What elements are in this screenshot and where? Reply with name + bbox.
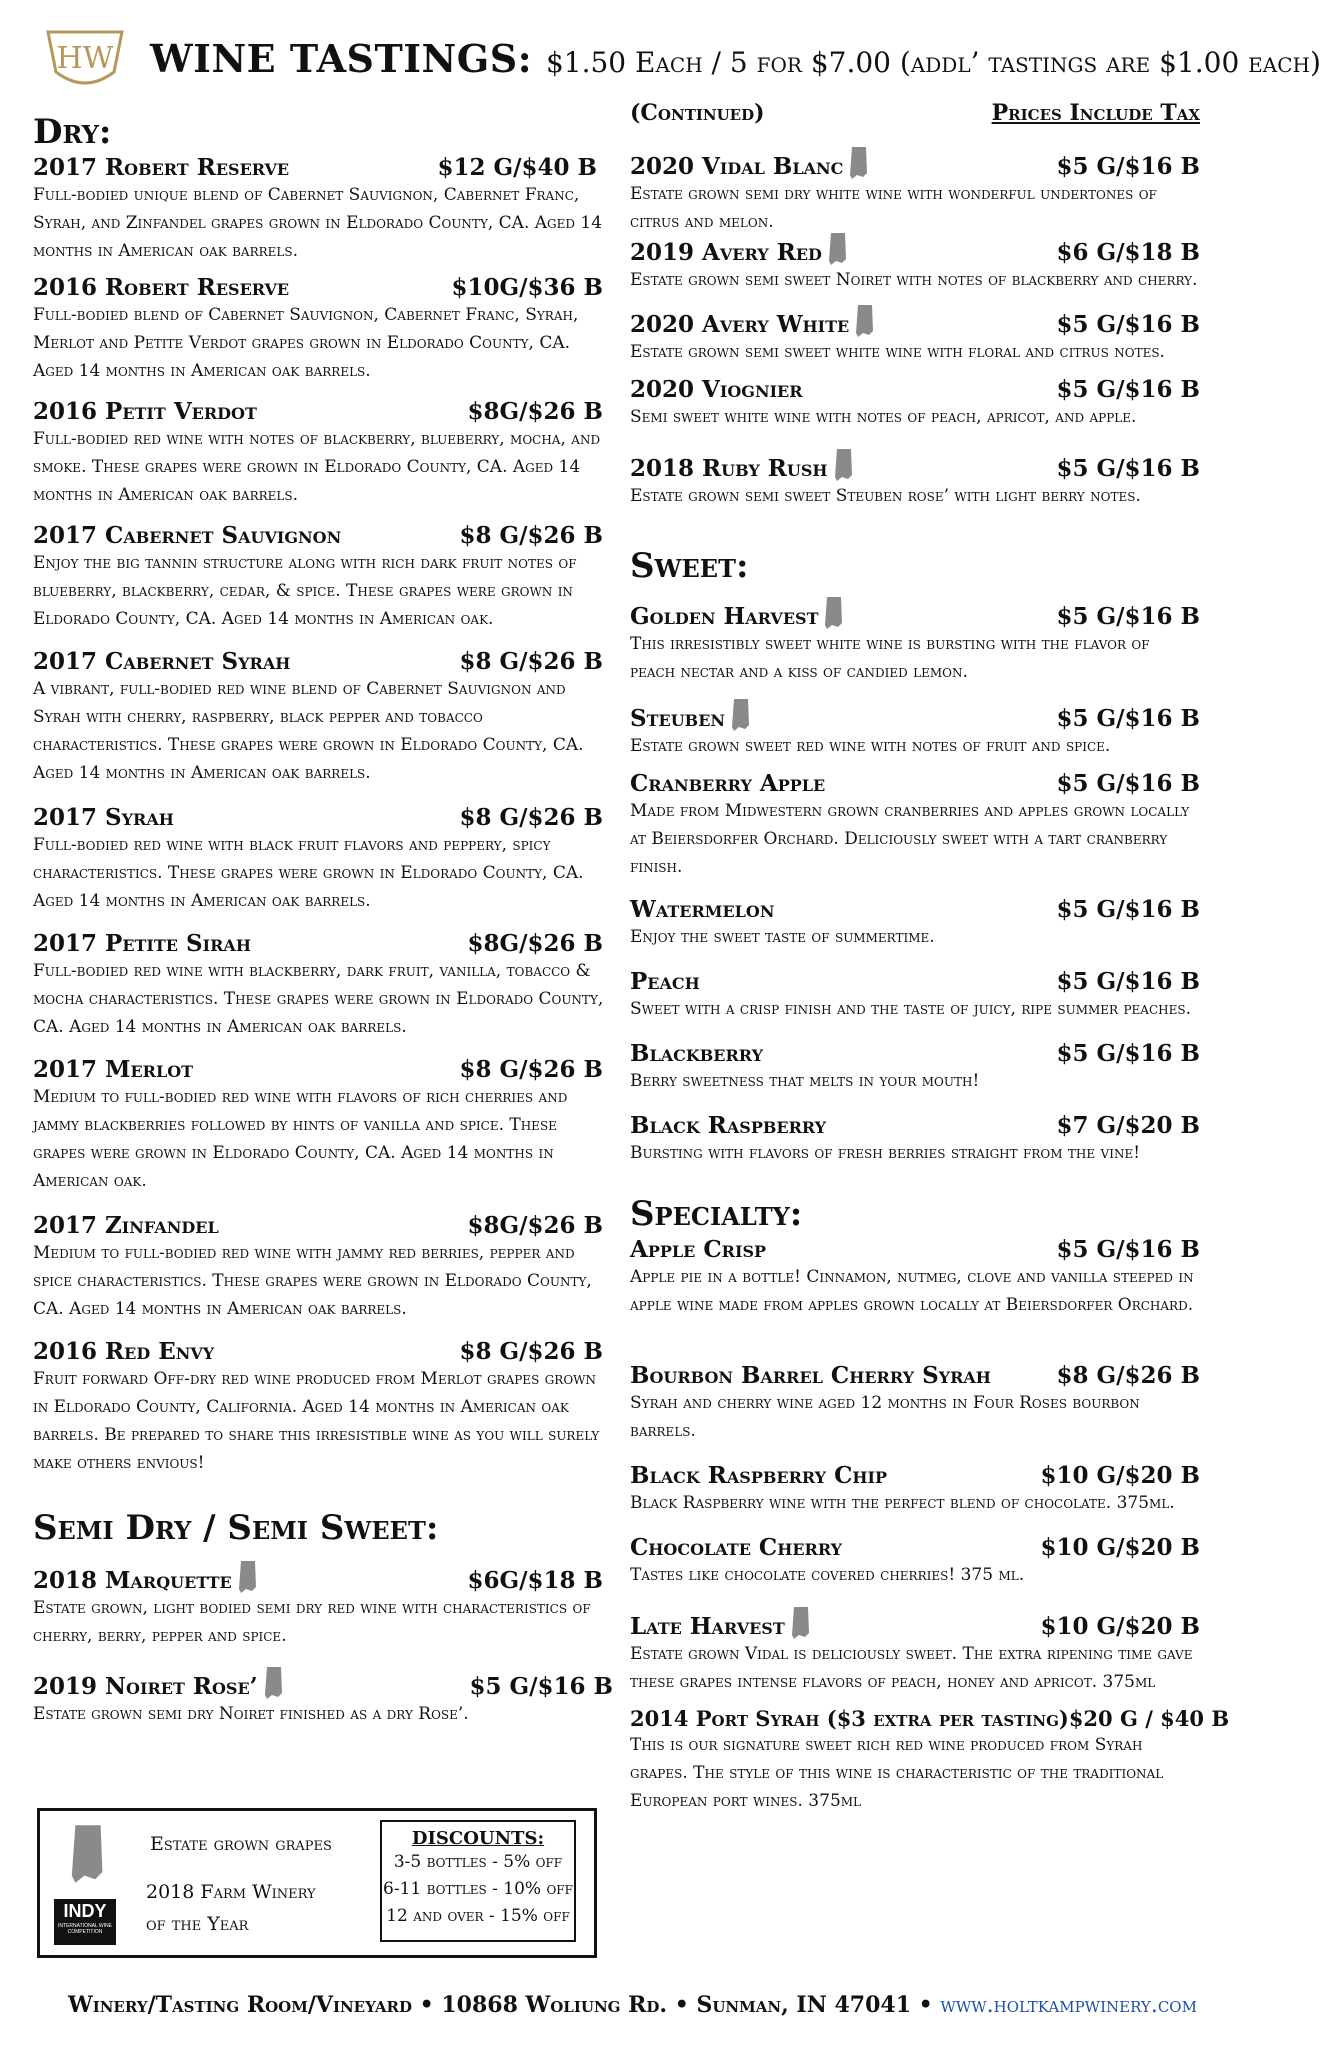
wine-name: 2019 Avery Red <box>630 239 822 266</box>
wine-item <box>33 1212 613 1338</box>
indy-badge <box>54 1899 116 1945</box>
wine-name: Watermelon <box>630 896 775 923</box>
wine-name: 2016 Petit Verdot <box>33 398 257 425</box>
discount-line: 3-5 bottles - 5% off <box>393 1852 563 1872</box>
wine-name: 2018 Marquette <box>33 1567 232 1594</box>
footer <box>68 1992 1218 2018</box>
wine-price: $5 G/$16 B <box>1056 770 1200 797</box>
wine-description: Full-bodied red wine with blackberry, dark fruit, vanilla, tobacco & mocha characteristics. These grapes were grown in Eldorado County, CA. Aged 14 months in American oak barrels. <box>33 961 604 1037</box>
indiana-state-icon <box>828 232 848 266</box>
wine-description: Bursting with flavors of fresh berries straight from the vine! <box>630 1143 1141 1163</box>
svg-text:HW: HW <box>56 41 114 76</box>
continued-header <box>630 100 1230 134</box>
wine-item <box>33 1338 613 1506</box>
wine-name: Steuben <box>630 705 726 732</box>
wine-name: 2017 Cabernet Syrah <box>33 648 291 675</box>
wine-price: $8 G/$26 B <box>1056 1362 1200 1389</box>
wine-name: Bourbon Barrel Cherry Syrah <box>630 1362 991 1389</box>
wine-price: $7 G/$20 B <box>1056 1112 1200 1139</box>
wine-item <box>630 448 1200 544</box>
indy-badge-text: INDY <box>63 1901 107 1921</box>
wine-name: 2018 Ruby Rush <box>630 455 828 482</box>
wine-item <box>630 896 1200 968</box>
indiana-state-icon <box>264 1666 284 1700</box>
wine-name: 2020 Avery White <box>630 311 850 338</box>
continued-label: (Continued) <box>630 100 765 126</box>
wine-price: $8G/$26 B <box>467 1212 603 1239</box>
wine-item <box>630 596 1200 698</box>
wine-price: $10 G/$20 B <box>1040 1613 1200 1640</box>
wine-price: $12 G/$40 B <box>437 154 597 181</box>
wine-item <box>33 930 613 1056</box>
wine-description: Medium to full-bodied red wine with jammy red berries, pepper and spice characteristics. These grapes were grown in Eldorado County, CA. Aged 14 months in American oak barrels. <box>33 1243 592 1319</box>
wine-price: $5 G/$16 B <box>1056 896 1200 923</box>
discount-line: 12 and over - 15% off <box>386 1906 570 1926</box>
discounts-title: DISCOUNTS: <box>411 1828 545 1849</box>
wine-description: Full-bodied blend of Cabernet Sauvignon, Cabernet Franc, Syrah, Merlot and Petite Verdot grapes grown in Eldorado County, CA. Aged 14 months in American oak barrels. <box>33 305 579 381</box>
wine-description: Full-bodied unique blend of Cabernet Sauvignon, Cabernet Franc, Syrah, and Zinfandel grapes grown in Eldorado County, CA. Aged 14 months in American oak barrels. <box>33 185 603 261</box>
wine-description: This is our signature sweet rich red wine produced from Syrah grapes. The style of this wine is characteristic of the traditional European port wines. 375ml <box>630 1735 1164 1811</box>
section-title-specialty: Specialty: <box>630 1194 803 1234</box>
wine-price: $20 G / $40 B <box>1068 1706 1230 1731</box>
wine-name: 2016 Robert Reserve <box>33 274 290 301</box>
wine-name: Cranberry Apple <box>630 770 826 797</box>
winery-logo <box>40 28 130 94</box>
website-link[interactable]: www.holtkampwinery.com <box>940 1993 1197 2018</box>
wine-item <box>630 1462 1200 1534</box>
wine-item <box>630 770 1200 896</box>
continued-list <box>630 146 1230 544</box>
wine-description: Semi sweet white wine with notes of peach, apricot, and apple. <box>630 407 1137 427</box>
wine-item <box>33 274 613 398</box>
wine-item <box>33 1560 613 1666</box>
wine-price: $8 G/$26 B <box>459 1338 603 1365</box>
wine-price: $5 G/$16 B <box>1056 968 1200 995</box>
wine-item <box>630 698 1200 770</box>
wine-description: Sweet with a crisp finish and the taste of juicy, ripe summer peaches. <box>630 999 1191 1019</box>
wine-name: Blackberry <box>630 1040 763 1067</box>
section-title-dry: Dry: <box>33 112 112 152</box>
award-line-1: 2018 Farm Winery <box>146 1881 316 1903</box>
wine-description: Estate grown, light bodied semi dry red wine with characteristics of cherry, berry, pepper and spice. <box>33 1598 591 1646</box>
award-line-2: of the Year <box>146 1913 249 1935</box>
footer-address: Winery/Tasting Room/Vineyard • 10868 Woliung Rd. • Sunman, IN 47041 • <box>68 1992 933 2018</box>
wine-description: Estate grown semi sweet Noiret with notes of blackberry and cherry. <box>630 270 1198 290</box>
tasting-pricing: $1.50 Each / 5 for $7.00 (addl’ tastings are $1.00 each) <box>545 46 1321 79</box>
wine-item <box>33 154 613 274</box>
wine-item <box>630 1534 1200 1606</box>
wine-name: 2017 Robert Reserve <box>33 154 290 181</box>
wine-price: $5 G/$16 B <box>1056 705 1200 732</box>
wine-item <box>630 1362 1200 1462</box>
wine-description: Fruit forward Off-dry red wine produced from Merlot grapes grown in Eldorado County, California. Aged 14 months in American oak barrels. Be prepared to share this irresistible wine as you will surely make others envious! <box>33 1369 600 1473</box>
wine-item <box>630 1040 1200 1112</box>
wine-name: Peach <box>630 968 700 995</box>
indy-badge-subtext: INTERNATIONAL WINE COMPETITION <box>58 1923 112 1935</box>
wine-name: Late Harvest <box>630 1613 785 1640</box>
wine-description: Full-bodied red wine with black fruit flavors and peppery, spicy characteristics. These grapes were grown in Eldorado County, CA. Aged 14 months in American oak barrels. <box>33 835 584 911</box>
specialty-list <box>630 1236 1230 1816</box>
wine-description: Berry sweetness that melts in your mouth! <box>630 1071 980 1091</box>
wine-description: Estate grown semi dry Noiret finished as a dry Rose’. <box>33 1704 469 1724</box>
semi-list <box>33 1560 613 1736</box>
wine-price: $8 G/$26 B <box>459 522 603 549</box>
wine-price: $6G/$18 B <box>467 1567 603 1594</box>
wine-description: Estate grown semi sweet Steuben rose’ with light berry notes. <box>630 486 1141 506</box>
wine-item <box>33 522 613 648</box>
wine-name: 2019 Noiret Rose’ <box>33 1673 258 1700</box>
wine-item <box>33 804 613 930</box>
wine-description: This irresistibly sweet white wine is bursting with the flavor of peach nectar and a kiss of candied lemon. <box>630 634 1150 682</box>
wine-description: Black Raspberry wine with the perfect blend of chocolate. 375ml. <box>630 1493 1175 1513</box>
wine-item <box>630 968 1200 1040</box>
wine-description: Apple pie in a bottle! Cinnamon, nutmeg, clove and vanilla steeped in apple wine made from apples grown locally at Beiersdorfer Orchard. <box>630 1267 1194 1315</box>
left-column <box>33 110 613 1736</box>
wine-name: 2017 Cabernet Sauvignon <box>33 522 342 549</box>
wine-description: Made from Midwestern grown cranberries and apples grown locally at Beiersdorfer Orchard. Deliciously sweet with a tart cranberry finish. <box>630 801 1190 877</box>
wine-item <box>630 232 1200 304</box>
wine-price: $10G/$36 B <box>451 274 603 301</box>
indiana-state-icon <box>731 698 751 732</box>
right-column <box>630 100 1230 1816</box>
wine-name: 2017 Petite Sirah <box>33 930 251 957</box>
wine-name: 2016 Red Envy <box>33 1338 215 1365</box>
wine-price: $10 G/$20 B <box>1040 1534 1200 1561</box>
wine-description: Tastes like chocolate covered cherries! 375 ml. <box>630 1565 1025 1585</box>
section-title-sweet: Sweet: <box>630 546 749 586</box>
wine-name: Black Raspberry Chip <box>630 1462 888 1489</box>
estate-legend-label: Estate grown grapes <box>150 1833 332 1855</box>
wine-name: 2017 Syrah <box>33 804 174 831</box>
wine-description: Estate grown Vidal is deliciously sweet. The extra ripening time gave these grapes intense flavors of peach, honey and apricot. 375ml <box>630 1644 1193 1692</box>
wine-description: Enjoy the sweet taste of summertime. <box>630 927 935 947</box>
wine-description: Full-bodied red wine with notes of blackberry, blueberry, mocha, and smoke. These grapes were grown in Eldorado County, CA. Aged 14 months in American oak barrels. <box>33 429 601 505</box>
wine-item <box>33 1666 613 1736</box>
wine-item <box>33 648 613 804</box>
wine-item <box>630 1236 1200 1362</box>
discount-line: 6-11 bottles - 10% off <box>383 1879 573 1899</box>
wine-price: $5 G/$16 B <box>1056 603 1200 630</box>
wine-name: 2014 Port Syrah ($3 extra per tasting) <box>630 1706 1069 1731</box>
dry-list <box>33 154 613 1506</box>
indiana-state-icon <box>849 146 869 180</box>
wine-item <box>630 1706 1230 1816</box>
wine-description: Estate grown semi dry white wine with wonderful undertones of citrus and melon. <box>630 184 1157 232</box>
wine-price: $5 G/$16 B <box>469 1673 613 1700</box>
title-text: WINE TASTINGS: <box>150 36 533 81</box>
wine-name: Chocolate Cherry <box>630 1534 843 1561</box>
wine-item <box>630 1112 1200 1192</box>
wine-price: $5 G/$16 B <box>1056 1236 1200 1263</box>
wine-name: Black Raspberry <box>630 1112 827 1139</box>
indiana-state-icon <box>834 448 854 482</box>
wine-price: $8 G/$26 B <box>459 648 603 675</box>
wine-price: $10 G/$20 B <box>1040 1462 1200 1489</box>
wine-item <box>630 146 1200 232</box>
wine-item <box>630 304 1200 376</box>
wine-price: $8G/$26 B <box>467 398 603 425</box>
wine-item <box>630 1606 1200 1706</box>
discounts-box <box>380 1820 576 1942</box>
wine-price: $8 G/$26 B <box>459 1056 603 1083</box>
wine-name: Apple Crisp <box>630 1236 767 1263</box>
wine-price: $5 G/$16 B <box>1056 153 1200 180</box>
wine-price: $8 G/$26 B <box>459 804 603 831</box>
wine-item <box>33 1056 613 1212</box>
wine-description: Enjoy the big tannin structure along with rich dark fruit notes of blueberry, blackberry, cedar, & spice. These grapes were grown in Eldorado County, CA. Aged 14 months in American oak. <box>33 553 577 629</box>
page-title <box>150 36 1321 81</box>
wine-description: Medium to full-bodied red wine with flavors of rich cherries and jammy blackberries followed by hints of vanilla and spice. These grapes were grown in Eldorado County, CA. Aged 14 months in American oak. <box>33 1087 568 1191</box>
wine-description: Syrah and cherry wine aged 12 months in Four Roses bourbon barrels. <box>630 1393 1140 1441</box>
indiana-state-icon <box>238 1560 258 1594</box>
tax-note: Prices Include Tax <box>991 100 1200 126</box>
wine-description: Estate grown sweet red wine with notes of fruit and spice. <box>630 736 1111 756</box>
wine-price: $5 G/$16 B <box>1056 376 1200 403</box>
indiana-state-icon <box>791 1606 811 1640</box>
wine-name: Golden Harvest <box>630 603 819 630</box>
wine-item <box>33 398 613 522</box>
wine-price: $5 G/$16 B <box>1056 455 1200 482</box>
wine-description: Estate grown semi sweet white wine with floral and citrus notes. <box>630 342 1165 362</box>
wine-price: $6 G/$18 B <box>1056 239 1200 266</box>
wine-name: 2020 Vidal Blanc <box>630 153 844 180</box>
section-title-semi-dry-semi-sweet: Semi Dry / Semi Sweet: <box>33 1508 439 1548</box>
wine-name: 2017 Merlot <box>33 1056 194 1083</box>
wine-price: $8G/$26 B <box>467 930 603 957</box>
indiana-state-icon <box>824 596 844 630</box>
wine-description: A vibrant, full-bodied red wine blend of Cabernet Sauvignon and Syrah with cherry, raspberry, black pepper and tobacco characteristics. These grapes were grown in Eldorado County, CA. Aged 14 months in American oak barrels. <box>33 679 584 783</box>
sweet-list <box>630 596 1230 1192</box>
indiana-state-icon <box>855 304 875 338</box>
wine-price: $5 G/$16 B <box>1056 1040 1200 1067</box>
wine-price: $5 G/$16 B <box>1056 311 1200 338</box>
indiana-state-icon <box>70 1821 106 1887</box>
wine-name: 2017 Zinfandel <box>33 1212 219 1239</box>
wine-item <box>630 376 1200 448</box>
wine-name: 2020 Viognier <box>630 376 803 403</box>
